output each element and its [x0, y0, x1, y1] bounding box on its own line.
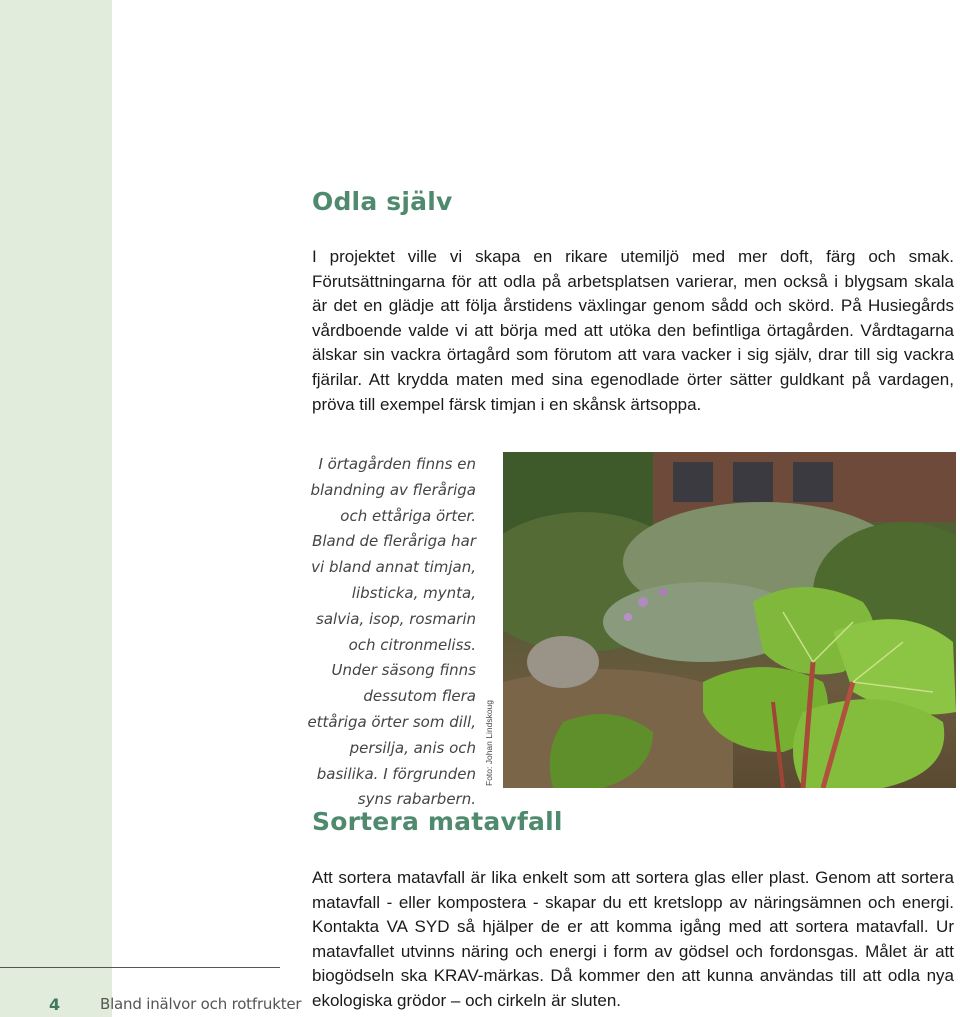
section-body-sortera: Att sortera matavfall är lika enkelt som att sortera glas eller plast. Genom att sortera matavfall - eller kompostera - skapar du ett kretslopp av näringsämnen och energi. Kontakta VA SYD så hjälper de er att komma igång med att sortera matavfall. Ur matavfallet utvinns näring och energi i form av gödsel och fordonsgas. Målet är att biogödseln ska KRAV-märkas. Då kommer den att kunna användas till att odla nya ekologiska grödor – och cirkeln är sluten. [312, 868, 954, 1010]
section-body-odla: I projektet ville vi skapa en rikare utemiljö med mer doft, färg och smak. Förutsättningarna för att odla på arbetsplatsen varierar, men också i blygsam skala är det en glädje att följa årstidens växlingar genom sådd och skörd. På Husiegårds vårdboende valde vi att börja med att utöka den befintliga örtagården. Vårdtagarna älskar sin vackra örtagård som förutom att vara vacker i sig själv, drar till sig vackra fjärilar. Att krydda maten med sina egenodlade örter sätter guldkant på vardagen, pröva till exempel färsk timjan i en skånsk ärtsoppa. [312, 247, 954, 414]
photo-credit: Foto: Johan Lindskoug [484, 699, 494, 786]
running-title: Bland inälvor och rotfrukter [100, 995, 302, 1013]
herb-garden-rhubarb-image [503, 452, 956, 788]
sidebar-band [0, 0, 112, 1017]
photo-caption: I örtagården finns en blandning av fleråriga och ettåriga örter. Bland de fleråriga har vi bland annat timjan, libsticka, mynta, salvia, isop, rosmarin och citronmeliss. Under säsong finns dessutom flera ettåriga örter som dill, persilja, anis och basilika. I förgrunden syns rabarbern. [307, 455, 476, 809]
garden-photo [503, 452, 956, 788]
section-title-odla: Odla själv [312, 187, 453, 216]
section-title-sortera: Sortera matavfall [312, 807, 563, 836]
page-number: 4 [49, 995, 61, 1014]
footer-rule [0, 967, 280, 968]
